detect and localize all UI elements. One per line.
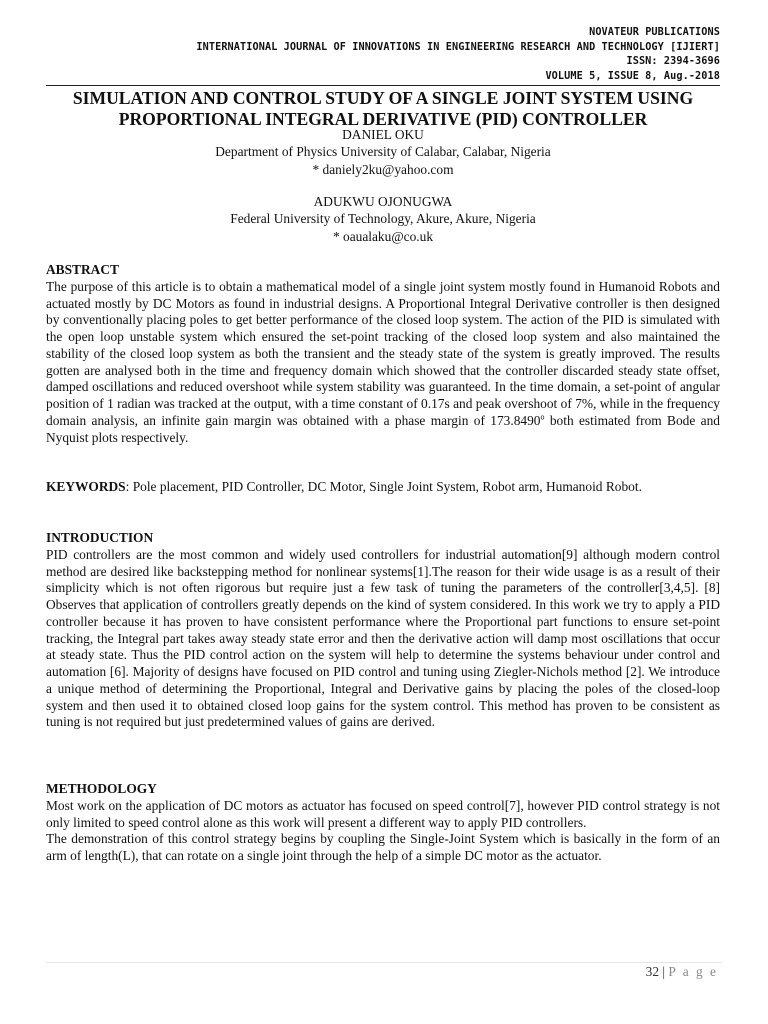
title-line-2: PROPORTIONAL INTEGRAL DERIVATIVE (PID) CONTROLLER — [118, 108, 648, 129]
journal-issn: ISSN: 2394-3696 — [626, 56, 720, 68]
abstract-text — [46, 279, 720, 447]
keywords-label: KEYWORDS — [46, 479, 126, 494]
keywords-section — [46, 479, 720, 496]
abstract-main-text: The purpose of this article is to obtain a mathematical model of a single joint system mostly found in Humanoid Robots and actuated mostly by DC Motors as found in industrial designs. A Proportional Integral Derivative controller is then designed by conventionally placing poles to get better performance of the closed loop system. The action of the PID is simulated with the open loop unstable system which ensured the set-point tracking of the closed loop system and also maintained the stability of the closed loop system as both the transient and the steady state of the system is greatly improved. The results gotten are analysed both in the time and frequency domain which showed that the controller discarded steady state offset, damped oscillations and reduced overshoot while system stability was guaranteed. In the time domain, a set-point of angular position of 1 radian was tracked at the output, with a time constant of 0.17s and peak overshoot of 7%, while in the frequency domain analysis, an infinite gain margin was obtained with a phase margin of 173.8490 — [46, 278, 720, 428]
author-affiliation: Department of Physics University of Calabar, Calabar, Nigeria — [215, 144, 551, 160]
page-footer — [646, 964, 718, 980]
introduction-heading: INTRODUCTION — [46, 530, 154, 545]
title-line-1: SIMULATION AND CONTROL STUDY OF A SINGLE JOINT SYSTEM USING — [72, 88, 694, 108]
methodology-section — [46, 781, 720, 865]
paper-title — [46, 88, 720, 129]
footer-rule — [46, 962, 722, 963]
abstract-section — [46, 262, 720, 446]
methodology-heading: METHODOLOGY — [46, 781, 157, 796]
author-block-1 — [46, 126, 720, 178]
abstract-heading: ABSTRACT — [46, 262, 119, 277]
page-separator: | — [659, 964, 669, 979]
header-rule — [46, 85, 720, 86]
keywords-list: : Pole placement, PID Controller, DC Motor, Single Joint System, Robot arm, Humanoid Robot. — [125, 479, 642, 494]
author-name: ADUKWU OJONUGWA — [313, 194, 453, 209]
journal-volume: VOLUME 5, ISSUE 8, Aug.-2018 — [545, 70, 720, 82]
journal-name: INTERNATIONAL JOURNAL OF INNOVATIONS IN ENGINEERING RESEARCH AND TECHNOLOGY [IJIERT] — [196, 41, 720, 53]
author-email[interactable]: * daniely2ku@yahoo.com — [312, 161, 454, 177]
introduction-text: PID controllers are the most common and widely used controllers for industrial automation[9] although modern control method are desired like backstepping method for nonlinear systems[1].The reason for their wide usage is as a result of their simplicity which is not often rigorous but require just a few task of tuning the parameters of the controller[3,4,5]. [8] Observes that application of controllers greatly depends on the kind of system considered. In this work we try to apply a PID controller because it has proven to have consistent performance where the Proportional part functions to ensure set-point tracking, the Integral part takes away steady state error and then the derivative action will damp most oscillations that occur at steady state. Thus the PID control action on the system will help to determine the systems behaviour under control and automation [6]. Majority of designs have focused on PID control and tuning using Ziegler-Nichols method [2]. We introduce a unique method of determining the Proportional, Integral and Derivative gains by placing the poles of the closed-loop system and then used it to obtained closed loop gains for the system control. This method has proven to be consistent as tuning is not required but just predetermined values of gains are derived. — [46, 546, 720, 730]
author-affiliation: Federal University of Technology, Akure, Akure, Nigeria — [230, 211, 536, 227]
introduction-section — [46, 530, 720, 731]
degree-mark: o — [540, 412, 545, 422]
keywords-text — [46, 479, 720, 496]
methodology-para-1: Most work on the application of DC motors as actuator has focused on speed control[7], however PID control strategy is not only limited to speed control alone as this work will present a different way to apply PID controllers. — [46, 797, 720, 830]
author-email[interactable]: * oaualaku@co.uk — [332, 228, 434, 244]
page-number: 32 — [645, 964, 660, 979]
abstract-tail-text: both estimated from Bode and Nyquist plots respectively. — [46, 412, 720, 445]
methodology-para-2: The demonstration of this control strategy begins by coupling the Single-Joint System which is basically in the form of an arm of length(L), that can rotate on a single joint through the help of a simple DC motor as the actuator. — [46, 831, 720, 863]
journal-header — [196, 26, 720, 84]
author-block-2 — [46, 193, 720, 245]
page-word: P a g e — [668, 964, 718, 979]
publisher-name: NOVATEUR PUBLICATIONS — [589, 27, 720, 38]
author-name: DANIEL OKU — [342, 127, 424, 142]
